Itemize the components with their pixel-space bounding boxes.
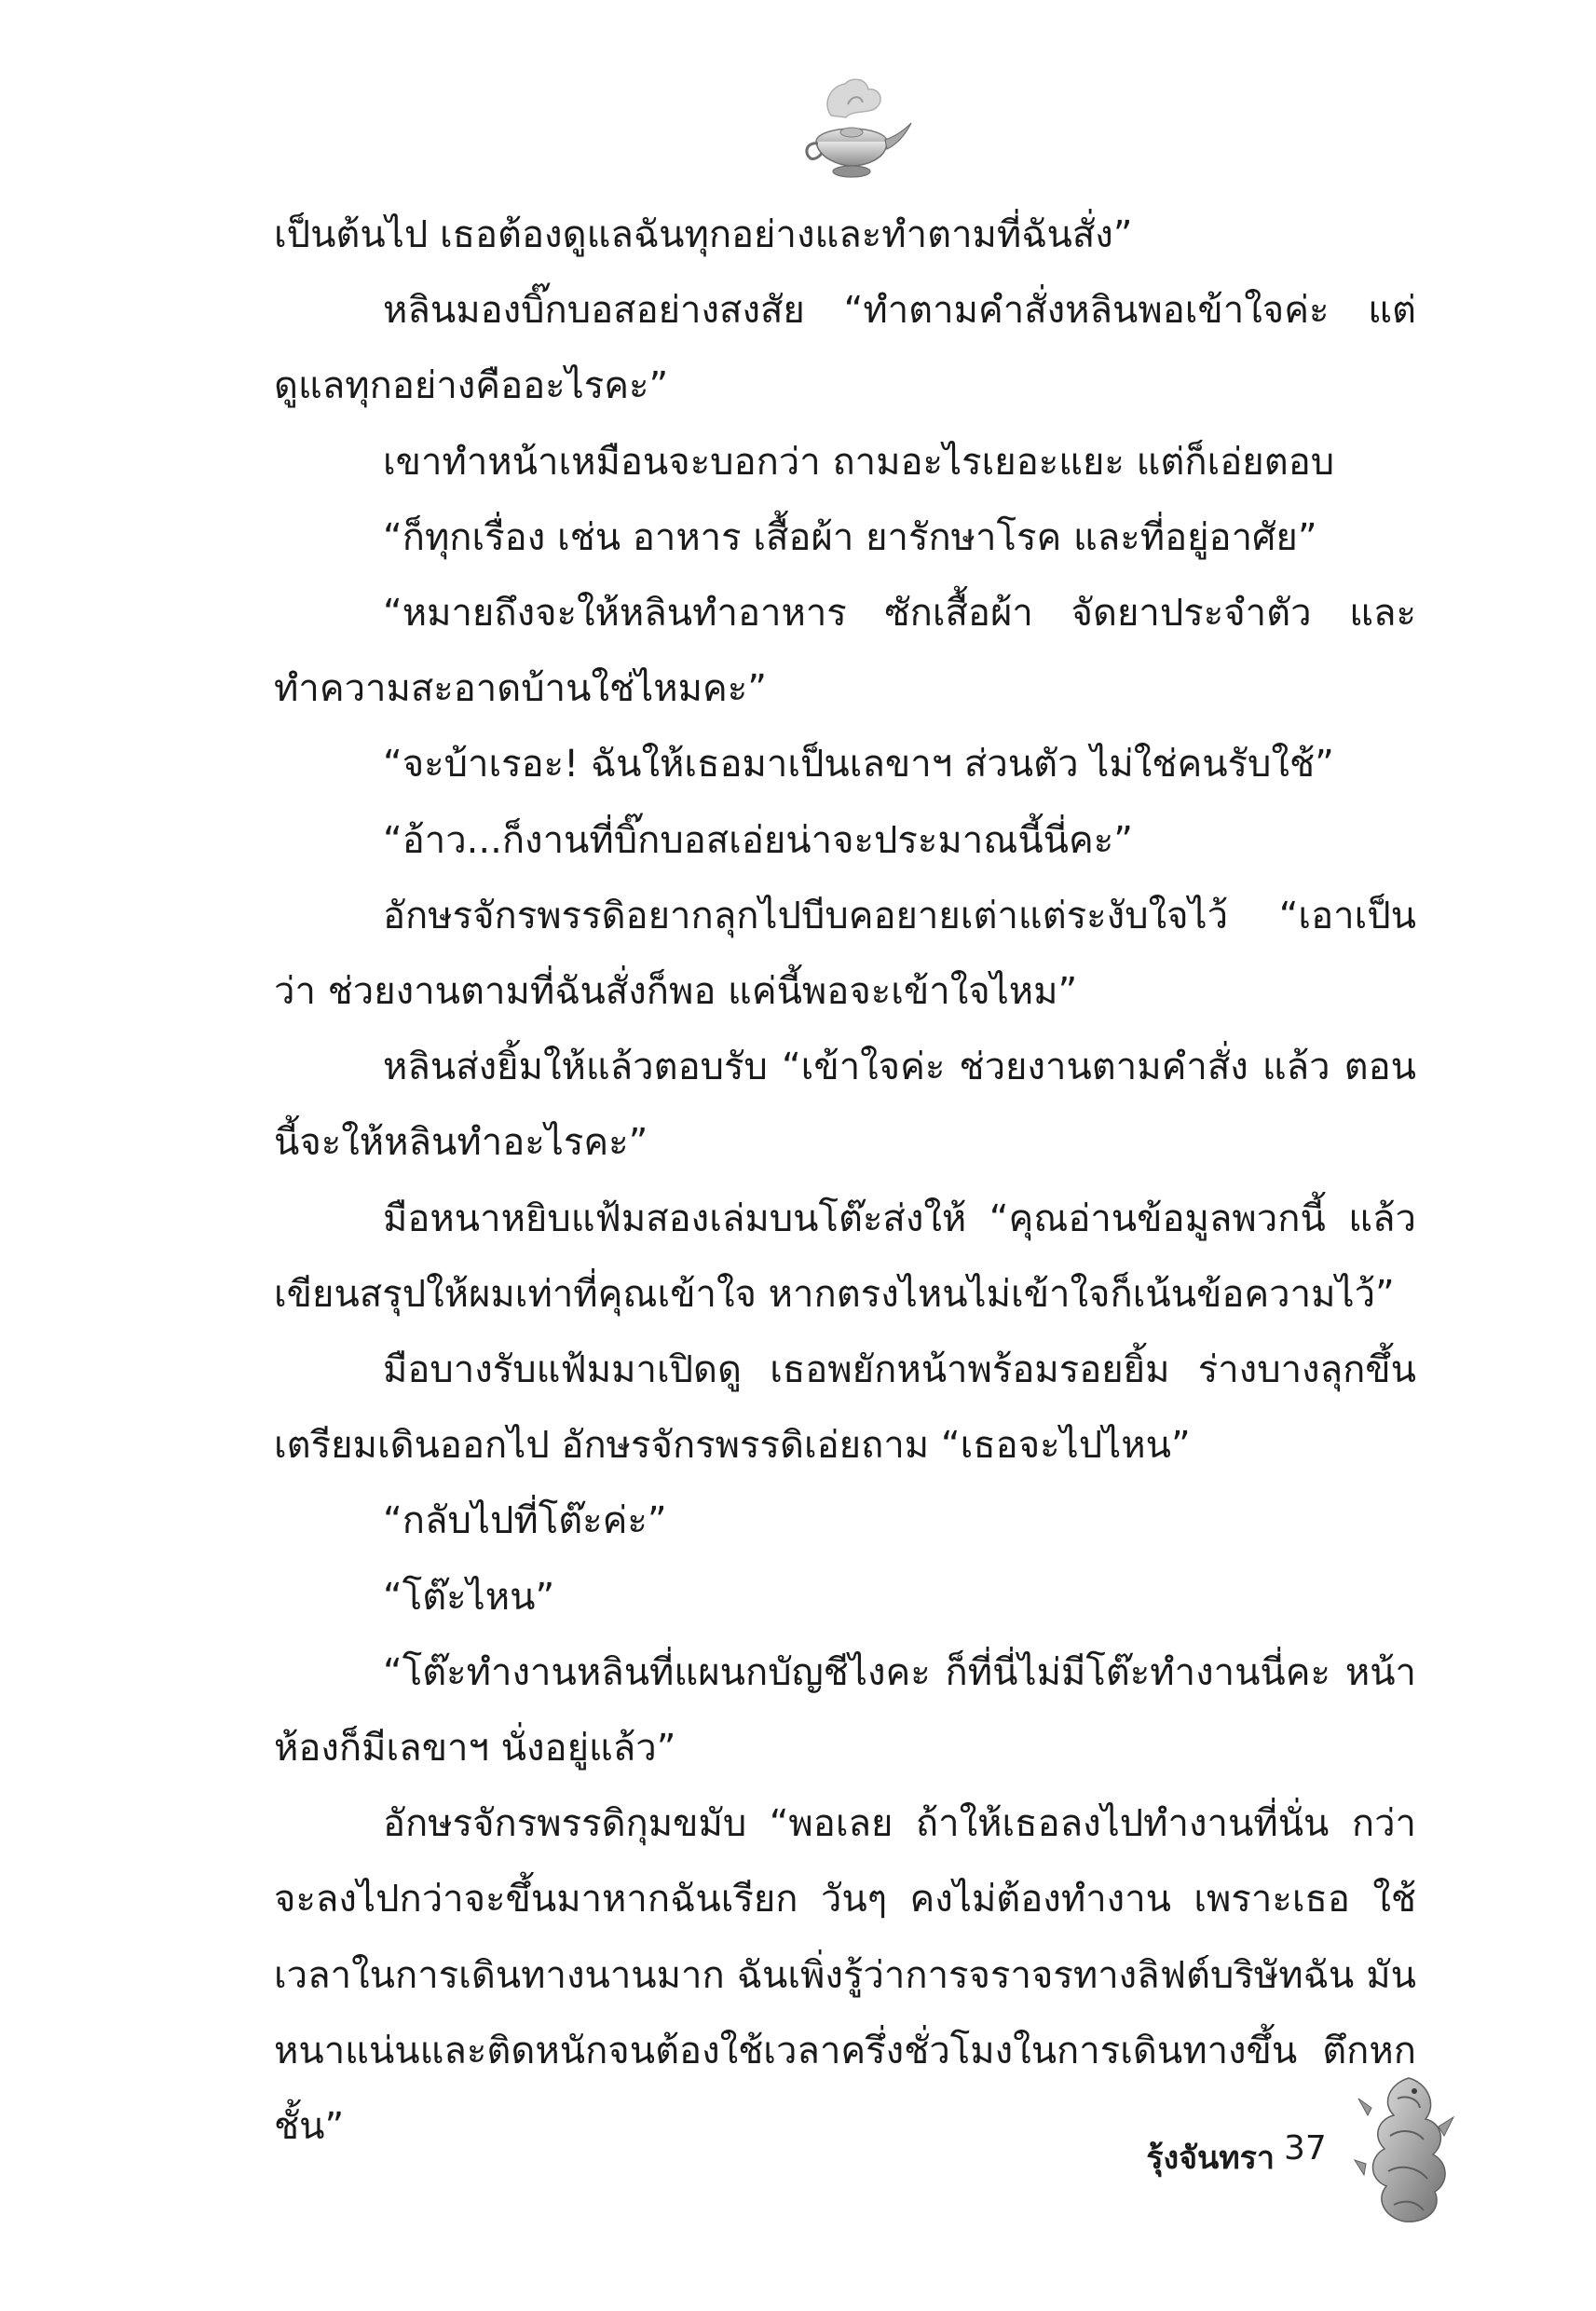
paragraph: “หมายถึงจะให้หลินทำอาหาร ซักเสื้อผ้า จัดยาประจำตัว และ ทำความสะอาดบ้านใช่ไหมคะ” — [274, 592, 1416, 711]
paragraph: อักษรจักรพรรดิกุมขมับ “พอเลย ถ้าให้เธอลงไปทำงานที่นั่น กว่าจะลงไปกว่าจะขึ้นมาหากฉันเรียก วันๆ คงไม่ต้องทำงาน เพราะเธอ ใช้เวลาในการเดินทางนานมาก ฉันเพิ่งรู้ว่าการจราจรทางลิฟต์บริษัทฉัน มันหนาแน่นและติดหนักจนต้องใช้เวลาครึ่งชั่วโมงในการเดินทางขึ้น ตึกหกชั้น” — [274, 1802, 1416, 2149]
paragraph: อักษรจักรพรรดิอยากลุกไปบีบคอยายเต่าแต่ระงับใจไว้ “เอาเป็นว่า ช่วยงานตามที่ฉันสั่งก็พอ แค่นี้พอจะเข้าใจไหม” — [274, 894, 1416, 1014]
paragraph: เขาทำหน้าเหมือนจะบอกว่า ถามอะไรเยอะแยะ แต่ก็เอ่ยตอบ — [383, 440, 1335, 484]
paragraph: “จะบ้าเรอะ! ฉันให้เธอมาเป็นเลขาฯ ส่วนตัว ไม่ใช่คนรับใช้” — [383, 743, 1334, 786]
paragraph: เป็นต้นไป เธอต้องดูแลฉันทุกอย่างและทำตามที่ฉันสั่ง” — [274, 213, 1133, 256]
body-text — [274, 198, 1416, 2165]
paragraph: หลินส่งยิ้มให้แล้วตอบรับ “เข้าใจค่ะ ช่วยงานตามคำสั่ง แล้ว ตอนนี้จะให้หลินทำอะไรคะ” — [274, 1046, 1416, 1165]
paragraph: “ก็ทุกเรื่อง เช่น อาหาร เสื้อผ้า ยารักษาโรค และที่อยู่อาศัย” — [383, 515, 1317, 559]
page-number: 37 — [1284, 2129, 1327, 2167]
paragraph: หลินมองบิ๊กบอสอย่างสงสัย “ทำตามคำสั่งหลินพอเข้าใจค่ะ แต่ดูแลทุกอย่างคืออะไรคะ” — [274, 289, 1416, 408]
paragraph: “อ้าว...ก็งานที่บิ๊กบอสเอ่ยน่าจะประมาณนี้นี่คะ” — [383, 818, 1133, 862]
paragraph: มือบางรับแฟ้มมาเปิดดู เธอพยักหน้าพร้อมรอยยิ้ม ร่างบางลุกขึ้น เตรียมเดินออกไป อักษรจักรพรรดิเอ่ยถาม “เธอจะไปไหน” — [274, 1348, 1416, 1468]
paragraph: มือหนาหยิบแฟ้มสองเล่มบนโต๊ะส่งให้ “คุณอ่านข้อมูลพวกนี้ แล้วเขียนสรุปให้ผมเท่าที่คุณเข้าใจ หากตรงไหนไม่เข้าใจก็เน้นข้อความไว้” — [274, 1197, 1416, 1316]
paragraph: “โต๊ะไหน” — [383, 1575, 555, 1619]
paragraph: “โต๊ะทำงานหลินที่แผนกบัญชีไงคะ ก็ที่นี่ไม่มีโต๊ะทำงานนี่คะ หน้าห้องก็มีเลขาฯ นั่งอยู่แล้ว” — [274, 1650, 1416, 1771]
magic-lamp-icon — [794, 67, 915, 188]
dragon-icon — [1353, 2071, 1455, 2229]
paragraph: “กลับไปที่โต๊ะค่ะ” — [383, 1499, 667, 1543]
book-title: รุ้งจันทรา — [1146, 2140, 1275, 2177]
